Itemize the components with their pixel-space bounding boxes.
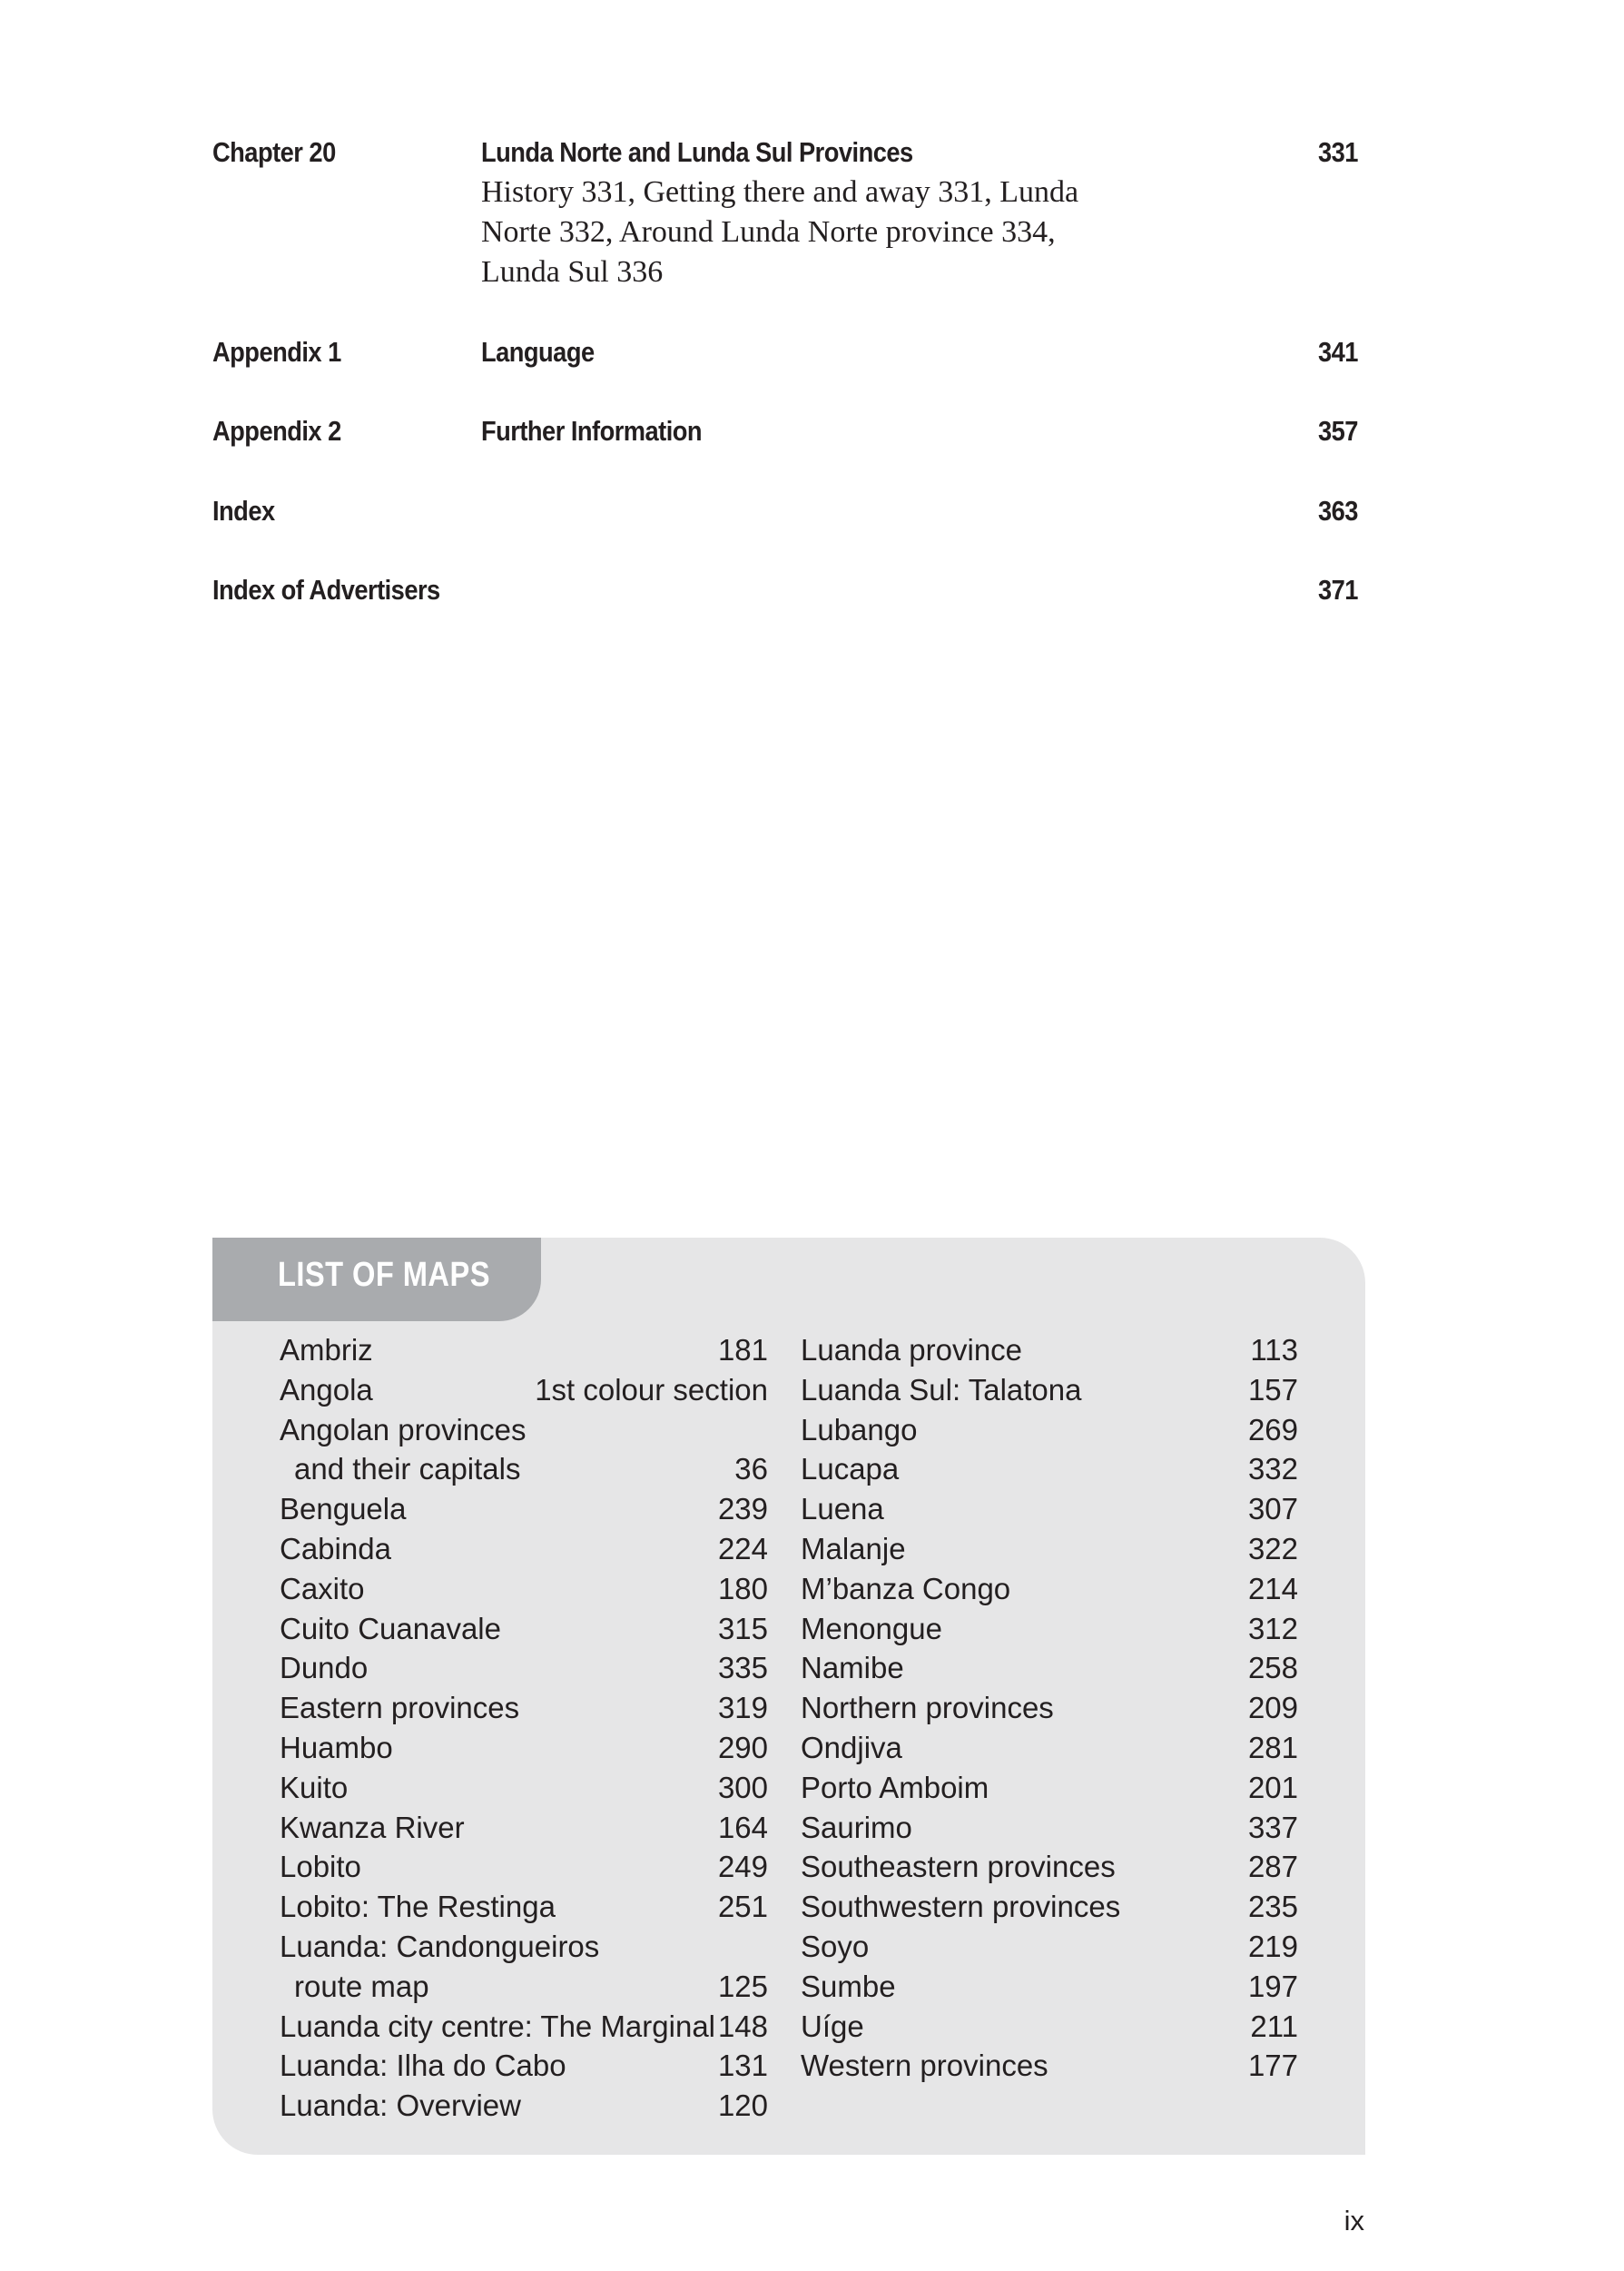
toc-entry-title: Language <box>481 336 595 368</box>
map-name: Lucapa <box>801 1452 900 1486</box>
map-page-number: 201 <box>1247 1770 1298 1804</box>
map-page-number: 335 <box>717 1651 768 1685</box>
map-list-item[interactable] <box>280 1967 768 2007</box>
map-name: Luanda: Overview <box>280 2088 521 2123</box>
map-list-item[interactable] <box>801 1728 1298 1768</box>
map-page-number: 209 <box>1247 1691 1298 1725</box>
map-page-number: 125 <box>717 1969 768 2003</box>
map-name: Angolan provinces <box>280 1412 527 1447</box>
map-list-item[interactable] <box>280 1728 768 1768</box>
map-page-number: 197 <box>1247 1969 1298 2003</box>
map-name: Southwestern provinces <box>801 1890 1121 1924</box>
map-name: Luanda: Candongueiros <box>280 1929 600 1963</box>
map-name: Ambriz <box>280 1333 373 1367</box>
map-page-number: 1st colour section <box>535 1372 768 1407</box>
map-list-item[interactable] <box>280 2086 768 2126</box>
map-list-item[interactable] <box>801 1449 1298 1489</box>
list-of-maps-heading: LIST OF MAPS <box>278 1256 490 1294</box>
map-name: Luena <box>801 1492 884 1526</box>
map-page-number: 332 <box>1247 1452 1298 1486</box>
map-list-item[interactable] <box>280 1768 768 1808</box>
map-name: Southeastern provinces <box>801 1850 1116 1884</box>
toc-entry-label: Chapter 20 <box>212 136 336 168</box>
map-list-item[interactable] <box>801 1410 1298 1450</box>
toc-entry[interactable] <box>212 491 1358 531</box>
map-page-number: 269 <box>1247 1412 1298 1447</box>
list-of-maps-panel <box>212 1238 1365 2155</box>
map-name: and their capitals <box>294 1452 521 1486</box>
toc-description-line: Norte 332, Around Lunda Norte province 334, <box>481 215 1056 249</box>
map-name: Caxito <box>280 1571 365 1605</box>
toc-entry-label: Appendix 1 <box>212 336 341 368</box>
map-list-item[interactable] <box>280 1688 768 1728</box>
map-list-item[interactable] <box>801 1847 1298 1887</box>
toc-entry-label: Index of Advertisers <box>212 574 440 606</box>
map-name: Luanda: Ilha do Cabo <box>280 2049 566 2083</box>
map-list-item[interactable] <box>801 1370 1298 1410</box>
map-list-item[interactable] <box>280 2046 768 2086</box>
map-name: Saurimo <box>801 1810 912 1844</box>
map-page-number: 307 <box>1247 1492 1298 1526</box>
map-page-number: 214 <box>1247 1571 1298 1605</box>
map-page-number: 290 <box>717 1730 768 1764</box>
map-name: Uíge <box>801 2009 864 2043</box>
map-page-number: 258 <box>1247 1651 1298 1685</box>
toc-entry-title: Lunda Norte and Lunda Sul Provinces <box>481 136 913 168</box>
map-page-number: 148 <box>717 2009 768 2043</box>
map-list-item[interactable] <box>801 1529 1298 1569</box>
toc-entry-title: Further Information <box>481 415 703 447</box>
map-name: Western provinces <box>801 2049 1048 2083</box>
map-name: Huambo <box>280 1730 393 1764</box>
map-page-number: 322 <box>1247 1531 1298 1565</box>
toc-description-line: History 331, Getting there and away 331, Lunda <box>481 175 1079 209</box>
map-list-item[interactable] <box>280 1847 768 1887</box>
map-name: Luanda city centre: The Marginal <box>280 2009 715 2043</box>
map-list-item[interactable] <box>801 2007 1298 2047</box>
map-list-item[interactable] <box>280 1569 768 1609</box>
toc-entry[interactable] <box>212 332 1358 372</box>
map-name: Lubango <box>801 1412 918 1447</box>
map-name: Sumbe <box>801 1969 896 2003</box>
map-list-item[interactable] <box>801 1489 1298 1529</box>
map-page-number: 181 <box>717 1333 768 1367</box>
map-name: Kwanza River <box>280 1810 465 1844</box>
map-name: Lobito: The Restinga <box>280 1890 556 1924</box>
page-number: ix <box>1343 2205 1364 2236</box>
map-list-item[interactable] <box>801 1768 1298 1808</box>
map-list-item[interactable] <box>801 1569 1298 1609</box>
map-name: Lobito <box>280 1850 361 1884</box>
map-name: Eastern provinces <box>280 1691 520 1725</box>
toc-entry-description <box>481 173 1225 292</box>
map-page-number: 224 <box>717 1531 768 1565</box>
map-list-item[interactable] <box>801 1967 1298 2007</box>
map-name: Cuito Cuanavale <box>280 1611 501 1645</box>
map-page-number: 281 <box>1247 1730 1298 1764</box>
map-list-item[interactable] <box>280 1330 768 1370</box>
map-page-number: 120 <box>717 2088 768 2123</box>
map-name: Ondjiva <box>801 1730 902 1764</box>
map-list-item[interactable] <box>801 1609 1298 1649</box>
map-list-item[interactable] <box>280 1648 768 1688</box>
list-of-maps-heading-tab <box>212 1238 541 1321</box>
map-name: Dundo <box>280 1651 369 1685</box>
toc-entry-page: 331 <box>1318 136 1358 168</box>
map-list-item[interactable] <box>801 1688 1298 1728</box>
map-name: Benguela <box>280 1492 407 1526</box>
map-page-number: 315 <box>717 1611 768 1645</box>
map-page-number: 319 <box>717 1691 768 1725</box>
map-name: Luanda province <box>801 1333 1023 1367</box>
map-name: M’banza Congo <box>801 1571 1011 1605</box>
map-list-item[interactable] <box>801 1927 1298 1967</box>
map-page-number: 157 <box>1247 1372 1298 1407</box>
map-name: Menongue <box>801 1611 942 1645</box>
map-page-number: 239 <box>717 1492 768 1526</box>
toc-entry-page: 357 <box>1318 415 1358 447</box>
map-list-item[interactable] <box>280 1449 768 1489</box>
map-page-number: 312 <box>1247 1611 1298 1645</box>
map-name: Cabinda <box>280 1531 391 1565</box>
maps-column-left <box>280 1330 768 2126</box>
map-list-item[interactable] <box>280 1489 768 1529</box>
map-name: Malanje <box>801 1531 906 1565</box>
map-list-item[interactable] <box>280 1887 768 1927</box>
map-page-number: 180 <box>717 1571 768 1605</box>
map-list-item[interactable] <box>801 2046 1298 2086</box>
map-page-number: 177 <box>1247 2049 1298 2083</box>
map-list-item[interactable] <box>280 1609 768 1649</box>
map-list-item[interactable] <box>801 1808 1298 1848</box>
toc-entry[interactable] <box>212 133 1358 289</box>
map-page-number: 287 <box>1247 1850 1298 1884</box>
map-list-item[interactable] <box>801 1330 1298 1370</box>
toc-entry-page: 371 <box>1318 574 1358 606</box>
toc-entry-page: 341 <box>1318 336 1358 368</box>
map-name: Porto Amboim <box>801 1770 989 1804</box>
map-name: route map <box>294 1969 429 2003</box>
map-name: Soyo <box>801 1929 870 1963</box>
map-list-item[interactable] <box>801 1887 1298 1927</box>
map-name: Kuito <box>280 1770 349 1804</box>
map-list-item[interactable] <box>801 1648 1298 1688</box>
map-name: Luanda Sul: Talatona <box>801 1372 1082 1407</box>
map-page-number: 249 <box>717 1850 768 1884</box>
map-list-item[interactable] <box>280 1927 768 1967</box>
map-name: Northern provinces <box>801 1691 1054 1725</box>
map-page-number: 251 <box>717 1890 768 1924</box>
map-name: Namibe <box>801 1651 904 1685</box>
map-list-item[interactable] <box>280 1410 768 1450</box>
maps-column-right <box>801 1330 1298 2086</box>
map-page-number: 164 <box>717 1810 768 1844</box>
map-page-number: 211 <box>1250 2009 1298 2043</box>
map-page-number: 300 <box>717 1770 768 1804</box>
map-page-number: 235 <box>1247 1890 1298 1924</box>
toc-entry-page: 363 <box>1318 495 1358 527</box>
map-page-number: 219 <box>1247 1929 1298 1963</box>
map-page-number: 131 <box>717 2049 768 2083</box>
toc-entry[interactable] <box>212 570 1358 610</box>
map-page-number: 337 <box>1247 1810 1298 1844</box>
map-list-item[interactable] <box>280 2007 768 2047</box>
toc-description-line: Lunda Sul 336 <box>481 255 664 289</box>
map-list-item[interactable] <box>280 1529 768 1569</box>
map-list-item[interactable] <box>280 1370 768 1410</box>
map-list-item[interactable] <box>280 1808 768 1848</box>
toc-entry[interactable] <box>212 411 1358 451</box>
map-page-number: 36 <box>734 1452 768 1486</box>
map-page-number: 113 <box>1250 1333 1298 1367</box>
map-name: Angola <box>280 1372 373 1407</box>
toc-entry-label: Appendix 2 <box>212 415 341 447</box>
toc-entry-label: Index <box>212 495 275 527</box>
